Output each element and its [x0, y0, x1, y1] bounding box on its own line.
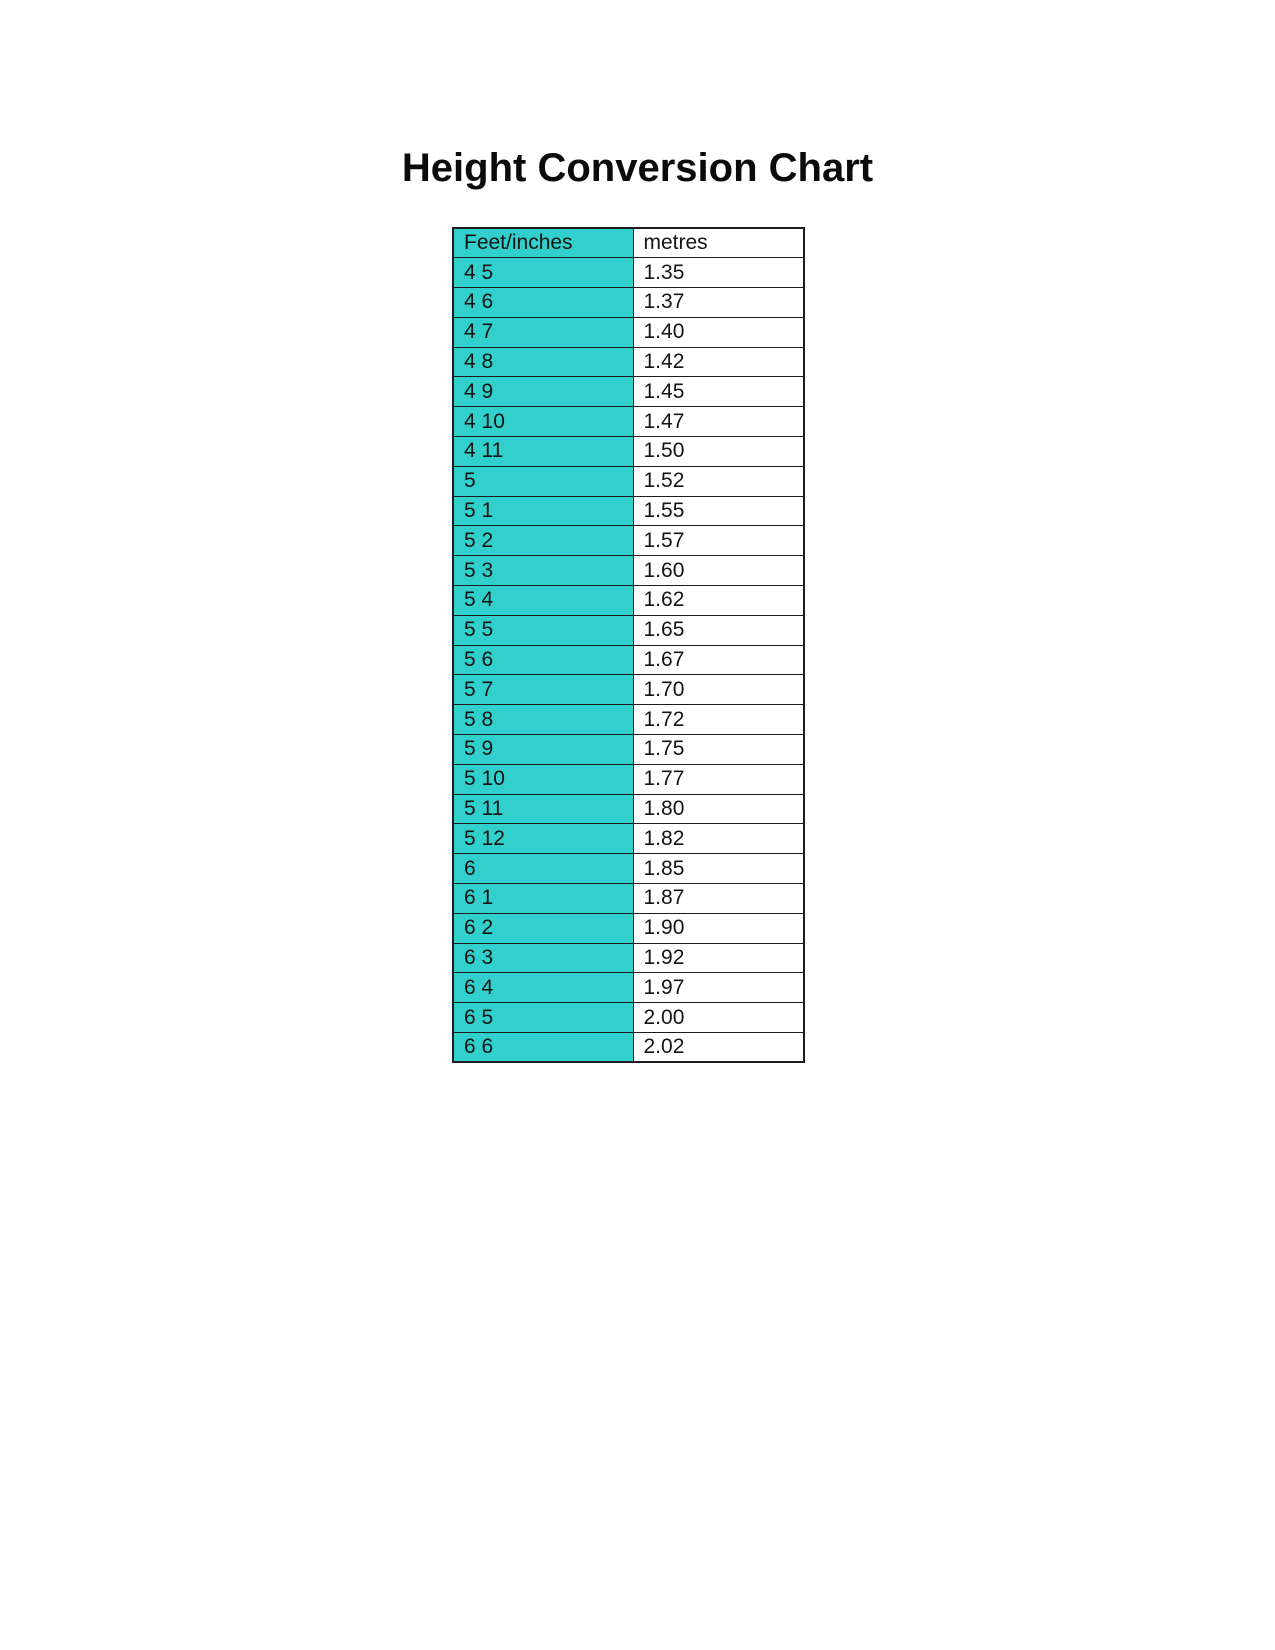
feet-inches-cell: 5 4 [453, 586, 633, 616]
column-header-metres: metres [633, 228, 804, 258]
feet-inches-cell: 5 [453, 466, 633, 496]
feet-inches-cell: 4 8 [453, 347, 633, 377]
feet-inches-cell: 4 11 [453, 437, 633, 467]
table-row [453, 675, 804, 705]
feet-inches-cell: 4 9 [453, 377, 633, 407]
feet-inches-cell: 5 11 [453, 794, 633, 824]
metres-cell: 2.00 [633, 1003, 804, 1033]
feet-inches-cell: 5 2 [453, 526, 633, 556]
table-row [453, 973, 804, 1003]
feet-inches-cell: 6 5 [453, 1003, 633, 1033]
table-row [453, 556, 804, 586]
metres-cell: 1.60 [633, 556, 804, 586]
page-title: Height Conversion Chart [401, 146, 874, 190]
feet-inches-cell: 4 5 [453, 258, 633, 288]
table-row [453, 1033, 804, 1063]
metres-cell: 1.85 [633, 854, 804, 884]
metres-cell: 1.37 [633, 288, 804, 318]
column-header-feet-inches: Feet/inches [453, 228, 633, 258]
metres-cell: 1.62 [633, 586, 804, 616]
metres-cell: 1.42 [633, 347, 804, 377]
metres-cell: 1.97 [633, 973, 804, 1003]
feet-inches-cell: 5 9 [453, 735, 633, 765]
metres-cell: 1.80 [633, 794, 804, 824]
table-row [453, 586, 804, 616]
feet-inches-cell: 4 10 [453, 407, 633, 437]
feet-inches-cell: 5 7 [453, 675, 633, 705]
metres-cell: 1.57 [633, 526, 804, 556]
metres-cell: 1.50 [633, 437, 804, 467]
height-conversion-table [452, 227, 805, 1063]
table-row [453, 437, 804, 467]
feet-inches-cell: 5 12 [453, 824, 633, 854]
metres-cell: 2.02 [633, 1033, 804, 1063]
metres-cell: 1.65 [633, 615, 804, 645]
feet-inches-cell: 6 1 [453, 884, 633, 914]
table-row [453, 645, 804, 675]
feet-inches-cell: 6 2 [453, 913, 633, 943]
metres-cell: 1.67 [633, 645, 804, 675]
table-row [453, 496, 804, 526]
table-row [453, 317, 804, 347]
table-row [453, 407, 804, 437]
feet-inches-cell: 4 7 [453, 317, 633, 347]
table-row [453, 794, 804, 824]
feet-inches-cell: 5 8 [453, 705, 633, 735]
table-row [453, 466, 804, 496]
feet-inches-cell: 5 10 [453, 764, 633, 794]
metres-cell: 1.40 [633, 317, 804, 347]
table-row [453, 347, 804, 377]
metres-cell: 1.87 [633, 884, 804, 914]
table-row [453, 258, 804, 288]
table-row [453, 913, 804, 943]
table-row [453, 884, 804, 914]
table-row [453, 735, 804, 765]
feet-inches-cell: 6 6 [453, 1033, 633, 1063]
table-row [453, 705, 804, 735]
table-header [453, 228, 804, 258]
table-row [453, 615, 804, 645]
table-body [453, 258, 804, 1063]
table-row [453, 526, 804, 556]
feet-inches-cell: 5 3 [453, 556, 633, 586]
metres-cell: 1.77 [633, 764, 804, 794]
table-row [453, 824, 804, 854]
table-row [453, 1003, 804, 1033]
feet-inches-cell: 5 6 [453, 645, 633, 675]
feet-inches-cell: 5 1 [453, 496, 633, 526]
table-row [453, 377, 804, 407]
metres-cell: 1.47 [633, 407, 804, 437]
table-row [453, 854, 804, 884]
feet-inches-cell: 6 [453, 854, 633, 884]
metres-cell: 1.52 [633, 466, 804, 496]
table-row [453, 288, 804, 318]
feet-inches-cell: 4 6 [453, 288, 633, 318]
metres-cell: 1.92 [633, 943, 804, 973]
metres-cell: 1.90 [633, 913, 804, 943]
table-row [453, 943, 804, 973]
metres-cell: 1.55 [633, 496, 804, 526]
feet-inches-cell: 6 4 [453, 973, 633, 1003]
feet-inches-cell: 6 3 [453, 943, 633, 973]
metres-cell: 1.70 [633, 675, 804, 705]
metres-cell: 1.72 [633, 705, 804, 735]
table-header-row [453, 228, 804, 258]
metres-cell: 1.82 [633, 824, 804, 854]
table-row [453, 764, 804, 794]
metres-cell: 1.75 [633, 735, 804, 765]
feet-inches-cell: 5 5 [453, 615, 633, 645]
metres-cell: 1.45 [633, 377, 804, 407]
metres-cell: 1.35 [633, 258, 804, 288]
